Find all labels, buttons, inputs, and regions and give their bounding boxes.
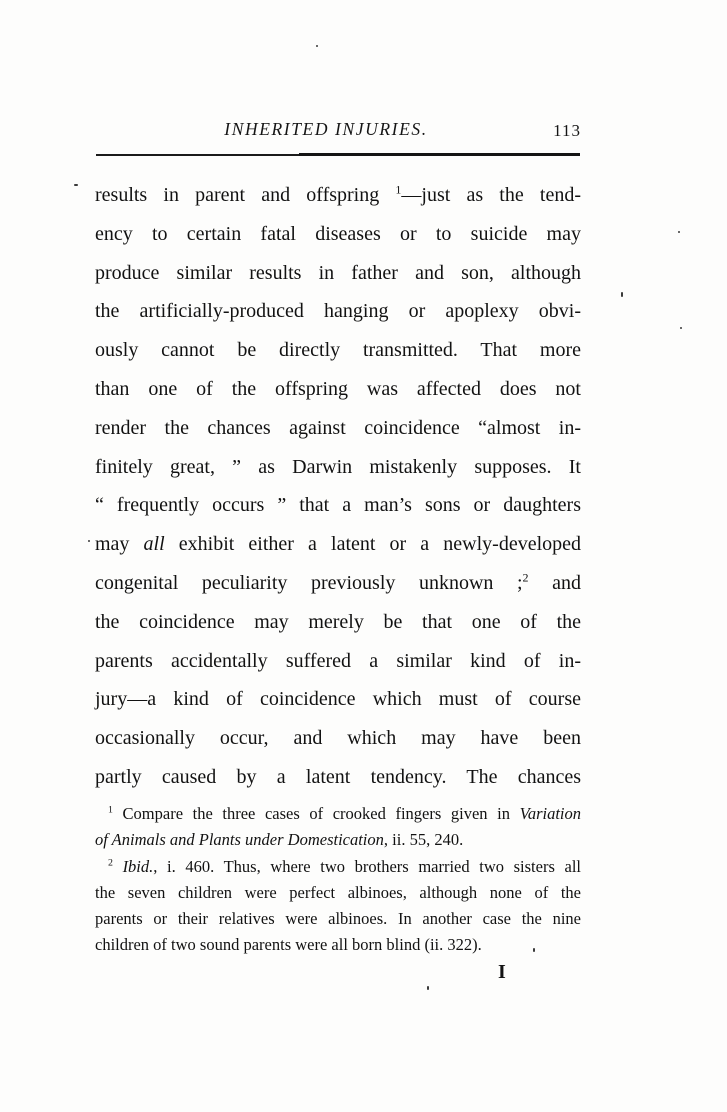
text-segment: , ii. 55, 240. xyxy=(383,830,464,850)
text-segment: render the chances against coincidence “almost in- xyxy=(95,416,581,439)
text-segment: parents accidentally suffered a similar kind of in- xyxy=(95,649,581,672)
text-segment: results in parent and offspring xyxy=(95,184,396,206)
footnote-line xyxy=(95,801,581,827)
body-line xyxy=(95,564,581,603)
body-line xyxy=(95,176,581,215)
ink-speck xyxy=(427,986,429,990)
footnote-reference: 1 xyxy=(395,182,402,197)
body-line xyxy=(95,370,581,409)
signature-mark: I xyxy=(498,961,506,983)
text-segment: ency to certain fatal diseases or to suicide may xyxy=(95,222,581,245)
body-line xyxy=(95,292,581,331)
footnote-reference: 2 xyxy=(522,570,529,585)
text-segment: parents or their relatives were albinoes. In another case the nine xyxy=(95,909,581,929)
text-segment: than one of the offspring was affected does not xyxy=(95,377,581,400)
text-segment: the artificially-produced hanging or apoplexy obvi- xyxy=(95,300,581,323)
body-line xyxy=(95,680,581,719)
ink-speck xyxy=(621,292,623,297)
text-segment: the coincidence may merely be that one of the xyxy=(95,610,581,633)
body-line xyxy=(95,525,581,564)
page-number: 113 xyxy=(553,121,581,140)
text-segment: children of two sound parents were all born blind (ii. 322). xyxy=(95,935,482,955)
text-segment: the seven children were perfect albinoes, although none of the xyxy=(95,882,581,902)
text-segment: congenital peculiarity previously unknown ; xyxy=(95,571,523,594)
text-segment: exhibit either a latent or a newly-developed xyxy=(164,533,582,556)
footnotes xyxy=(95,801,581,959)
body-line xyxy=(95,215,581,254)
text-segment: Variation xyxy=(519,804,581,823)
header-rule xyxy=(96,154,580,156)
ink-speck xyxy=(88,540,90,542)
body-line xyxy=(95,642,581,681)
running-title: INHERITED INJURIES. xyxy=(224,119,428,139)
footnote-reference: 1 xyxy=(108,804,113,816)
footnote-line xyxy=(95,906,581,932)
text-segment: occasionally occur, and which may have been xyxy=(95,727,581,750)
ink-speck xyxy=(678,231,680,233)
body-line xyxy=(95,758,581,797)
text-segment: produce similar results in father and son, although xyxy=(95,261,581,284)
text-segment: “ frequently occurs ” that a man’s sons or daughters xyxy=(95,494,581,517)
ink-speck xyxy=(533,948,535,952)
ink-speck xyxy=(680,327,682,329)
body-line xyxy=(95,448,581,487)
body-line xyxy=(95,719,581,758)
text-segment: Ibid. xyxy=(122,856,154,876)
footnote-line xyxy=(95,880,581,906)
footnote-line xyxy=(95,932,581,958)
body-text xyxy=(95,176,581,797)
footnote-reference: 2 xyxy=(108,857,113,869)
text-segment xyxy=(113,857,123,876)
body-line xyxy=(95,603,581,642)
text-segment: may xyxy=(95,533,144,556)
body-line xyxy=(95,331,581,370)
text-segment: all xyxy=(143,533,165,556)
footnote-line xyxy=(95,854,581,880)
ink-speck xyxy=(74,184,78,186)
text-segment: finitely great, ” as Darwin mistakenly supposes. It xyxy=(95,455,581,478)
text-segment: , i. 460. Thus, where two brothers married two sisters all xyxy=(153,856,581,876)
page-header xyxy=(95,119,581,145)
text-segment: of Animals and Plants under Domestication xyxy=(95,830,384,850)
body-line xyxy=(95,254,581,293)
text-segment: ously cannot be directly transmitted. That more xyxy=(95,339,581,362)
text-segment: —just as the tend- xyxy=(401,184,581,206)
text-segment: and xyxy=(528,571,581,594)
text-segment: jury—a kind of coincidence which must of course xyxy=(95,688,581,711)
footnote-line xyxy=(95,827,581,853)
body-line xyxy=(95,486,581,525)
text-segment: partly caused by a latent tendency. The chances xyxy=(95,765,581,788)
body-line xyxy=(95,409,581,448)
text-segment: Compare the three cases of crooked fingers given in xyxy=(112,804,520,823)
ink-speck xyxy=(316,45,318,47)
